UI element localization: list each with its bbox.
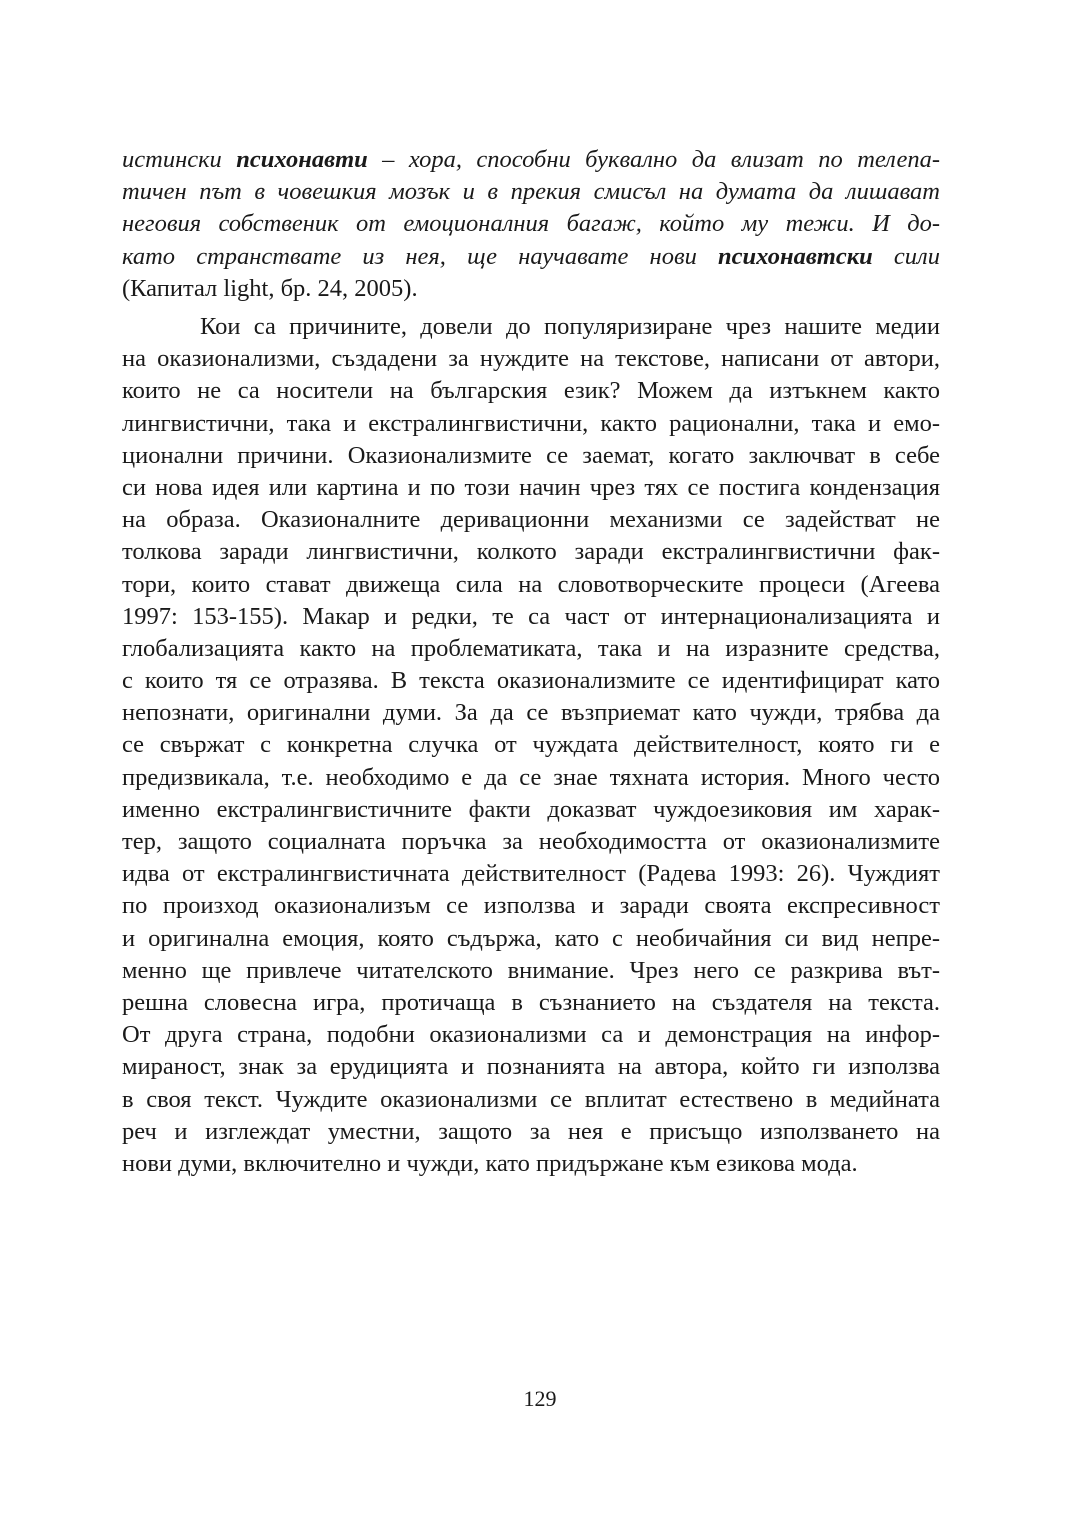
paragraph-line: толкова заради лингвистични, колкото заради екстралингвистични фак- bbox=[122, 538, 940, 566]
quote-line: тичен път в човешкия мозък и в прекия смисъл на думата да лишават bbox=[122, 178, 940, 206]
quote-source: (Капитал light, бр. 24, 2005). bbox=[122, 274, 418, 302]
paragraph-line: решна словесна игра, протичаща в съзнанието на създателя на текста. bbox=[122, 988, 940, 1016]
paragraph-line: предизвикала, т.е. необходимо е да се знае тяхната история. Много често bbox=[122, 763, 940, 791]
paragraph-line: идва от екстралингвистичната действителност (Радева 1993: 26). Чуждият bbox=[122, 860, 940, 888]
quote-line bbox=[122, 144, 940, 176]
quote-block bbox=[122, 144, 940, 305]
paragraph-line: лингвистични, така и екстралингвистични, както рационални, така и емо- bbox=[122, 409, 940, 437]
paragraph-line: по произход оказионализъм се използва и заради своята експресивност bbox=[122, 892, 940, 920]
paragraph-line: в своя текст. Чуждите оказионализми се вплитат естествено в медийната bbox=[122, 1085, 940, 1113]
paragraph-line: на оказионализми, създадени за нуждите на текстове, написани от автори, bbox=[122, 345, 940, 373]
paragraph-line: тори, които стават движеща сила на словотворческите процеси (Агеева bbox=[122, 570, 940, 598]
paragraph-line: менно ще привлече читателското внимание. Чрез него се разкрива вът- bbox=[122, 956, 940, 984]
paragraph-line: От друга страна, подобни оказионализми са и демонстрация на инфор- bbox=[122, 1021, 940, 1049]
quote-line: неговия собственик от емоционалния багаж, който му тежи. И до- bbox=[122, 210, 940, 238]
paragraph-line: глобализацията както на проблематиката, така и на изразните средства, bbox=[122, 634, 940, 662]
paragraph-line: с които тя се отразява. В текста оказионализмите се идентифицират като bbox=[122, 667, 940, 695]
quote-text: – хора, способни буквално да влизат по телепа- bbox=[367, 146, 940, 173]
paragraph-line: нови думи, включително и чужди, като придържане към езикова мода. bbox=[122, 1149, 858, 1177]
paragraph-line: 1997: 153-155). Макар и редки, те са част от интернационализацията и bbox=[122, 602, 940, 630]
body-paragraph bbox=[122, 311, 940, 1180]
quote-text: сили bbox=[872, 242, 940, 270]
paragraph-line: си нова идея или картина и по този начин чрез тях се постига кондензация bbox=[122, 473, 940, 501]
paragraph-line: Кои са причините, довели до популяризиране чрез нашите медии bbox=[200, 313, 940, 340]
paragraph-line: ционални причини. Оказионализмите се заемат, когато заключват в себе bbox=[122, 441, 940, 469]
bold-term: психонавтски bbox=[717, 242, 873, 270]
quote-text: истински bbox=[122, 146, 237, 173]
paragraph-line: именно екстралингвистичните факти доказват чуждоезиковия им харак- bbox=[122, 795, 940, 823]
paragraph-line: и оригинална емоция, която съдържа, като с необичайния си вид непре- bbox=[122, 924, 940, 952]
paragraph-line: които не са носители на българския език? Можем да изтъкнем както bbox=[122, 377, 940, 405]
paragraph-line: непознати, оригинални думи. За да се възприемат като чужди, трябва да bbox=[122, 699, 940, 727]
quote-line bbox=[122, 241, 940, 273]
paragraph-line: тер, защото социалната поръчка за необходимостта от оказионализмите bbox=[122, 828, 940, 855]
paragraph-line: мираност, знак за ерудицията и познанията на автора, който ги използва bbox=[122, 1053, 940, 1081]
quote-text: като странствате из нея, ще научавате нови bbox=[122, 242, 718, 270]
paragraph-line: се свържат с конкретна случка от чуждата действителност, която ги е bbox=[122, 731, 940, 759]
paragraph-line: реч и изглеждат уместни, защото за нея е присъщо използването на bbox=[122, 1117, 940, 1145]
page-number: 129 bbox=[523, 1386, 557, 1411]
bold-term: психонавти bbox=[236, 146, 368, 173]
paragraph-line: на образа. Оказионалните деривационни механизми се задействат не bbox=[122, 506, 940, 534]
